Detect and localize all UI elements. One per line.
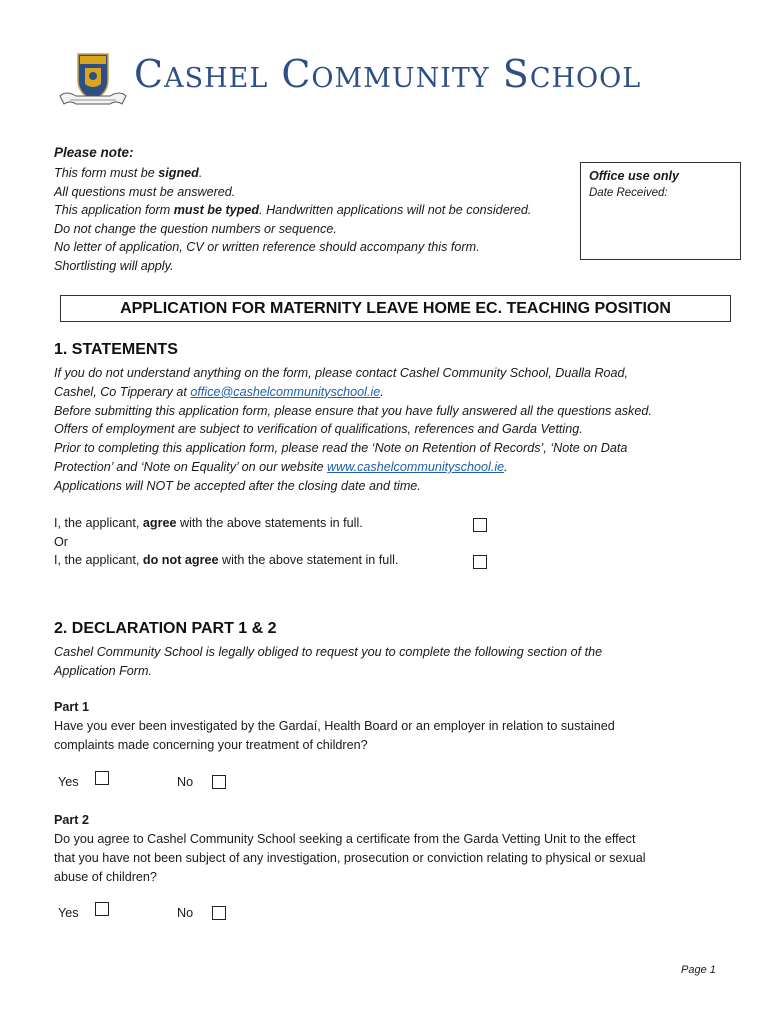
part1-question-line-2: complaints made concerning your treatment of children? — [54, 738, 368, 752]
part2-question-line-1: Do you agree to Cashel Community School seeking a certificate from the Garda Vetting Unit to the effect — [54, 832, 636, 846]
part2-no-label: No — [177, 906, 194, 920]
agree-statement: I, the applicant, agree with the above statements in full. — [54, 516, 363, 530]
page-number: Page 1 — [681, 964, 716, 976]
office-use-title: Office use only — [589, 169, 680, 183]
statements-text — [54, 364, 734, 496]
statements-answer-line: Before submitting this application form, please ensure that you have fully answered all the questions asked. — [54, 403, 652, 418]
note-line-answered: All questions must be answered. — [54, 184, 236, 199]
please-note-block — [54, 144, 584, 276]
please-note-heading: Please note: — [54, 145, 134, 160]
statements-closing-line: Applications will NOT be accepted after the closing date and time. — [54, 478, 421, 493]
part1-heading: Part 1 — [54, 700, 90, 714]
note-line-no-letter: No letter of application, CV or written reference should accompany this form. — [54, 240, 480, 255]
statements-notes-line: Prior to completing this application form, please read the ‘Note on Retention of Records’, ‘Note on Data — [54, 441, 628, 456]
application-title: APPLICATION FOR MATERNITY LEAVE HOME EC. TEACHING POSITION — [60, 295, 731, 322]
declaration-intro-line-2: Application Form. — [54, 663, 152, 678]
or-label: Or — [54, 535, 68, 549]
part2-no-checkbox[interactable] — [212, 906, 226, 920]
note-line-signed: This form must be signed. — [54, 166, 203, 180]
part2-question-line-2: that you have not been subject of any investigation, prosecution or conviction relating to physical or sexual — [54, 851, 646, 865]
school-website-link[interactable]: www.cashelcommunityschool.ie — [327, 459, 505, 474]
note-line-typed: This application form must be typed. Handwritten applications will not be considered. — [54, 203, 532, 218]
statements-contact-line: If you do not understand anything on the form, please contact Cashel Community School, Dualla Road, — [54, 366, 629, 380]
part2-yes-checkbox[interactable] — [95, 902, 109, 916]
note-line-sequence: Do not change the question numbers or sequence. — [54, 221, 337, 236]
declaration-intro — [54, 643, 734, 681]
part2-question-line-3: abuse of children? — [54, 870, 157, 884]
school-name: Cashel Community School — [134, 52, 642, 96]
statements-heading: 1. STATEMENTS — [54, 341, 178, 358]
part2-yes-label: Yes — [58, 906, 79, 920]
note-line-shortlisting: Shortlisting will apply. — [54, 258, 174, 273]
statements-website-line: Protection’ and ‘Note on Equality’ on our website www.cashelcommunityschool.ie. — [54, 459, 508, 474]
part2-heading: Part 2 — [54, 813, 90, 827]
date-received-label: Date Received: — [589, 187, 668, 199]
statements-offers-line: Offers of employment are subject to verification of qualifications, references and Garda Vetting. — [54, 422, 583, 437]
part1-yes-checkbox[interactable] — [95, 771, 109, 785]
disagree-checkbox[interactable] — [473, 555, 487, 569]
declaration-intro-line-1: Cashel Community School is legally obliged to request you to complete the following section of the — [54, 645, 603, 659]
part1-no-label: No — [177, 775, 194, 789]
disagree-statement: I, the applicant, do not agree with the above statement in full. — [54, 553, 399, 567]
agree-checkbox[interactable] — [473, 518, 487, 532]
part1-question-line-1: Have you ever been investigated by the Gardaí, Health Board or an employer in relation to sustained — [54, 719, 615, 733]
part1-no-checkbox[interactable] — [212, 775, 226, 789]
office-use-box — [580, 162, 741, 260]
part1-yes-label: Yes — [58, 775, 79, 789]
school-email-link[interactable]: office@cashelcommunityschool.ie — [190, 384, 381, 399]
declaration-heading: 2. DECLARATION PART 1 & 2 — [54, 620, 277, 637]
school-crest-icon — [56, 50, 130, 112]
statements-email-line: Cashel, Co Tipperary at office@cashelcommunityschool.ie. — [54, 384, 384, 399]
